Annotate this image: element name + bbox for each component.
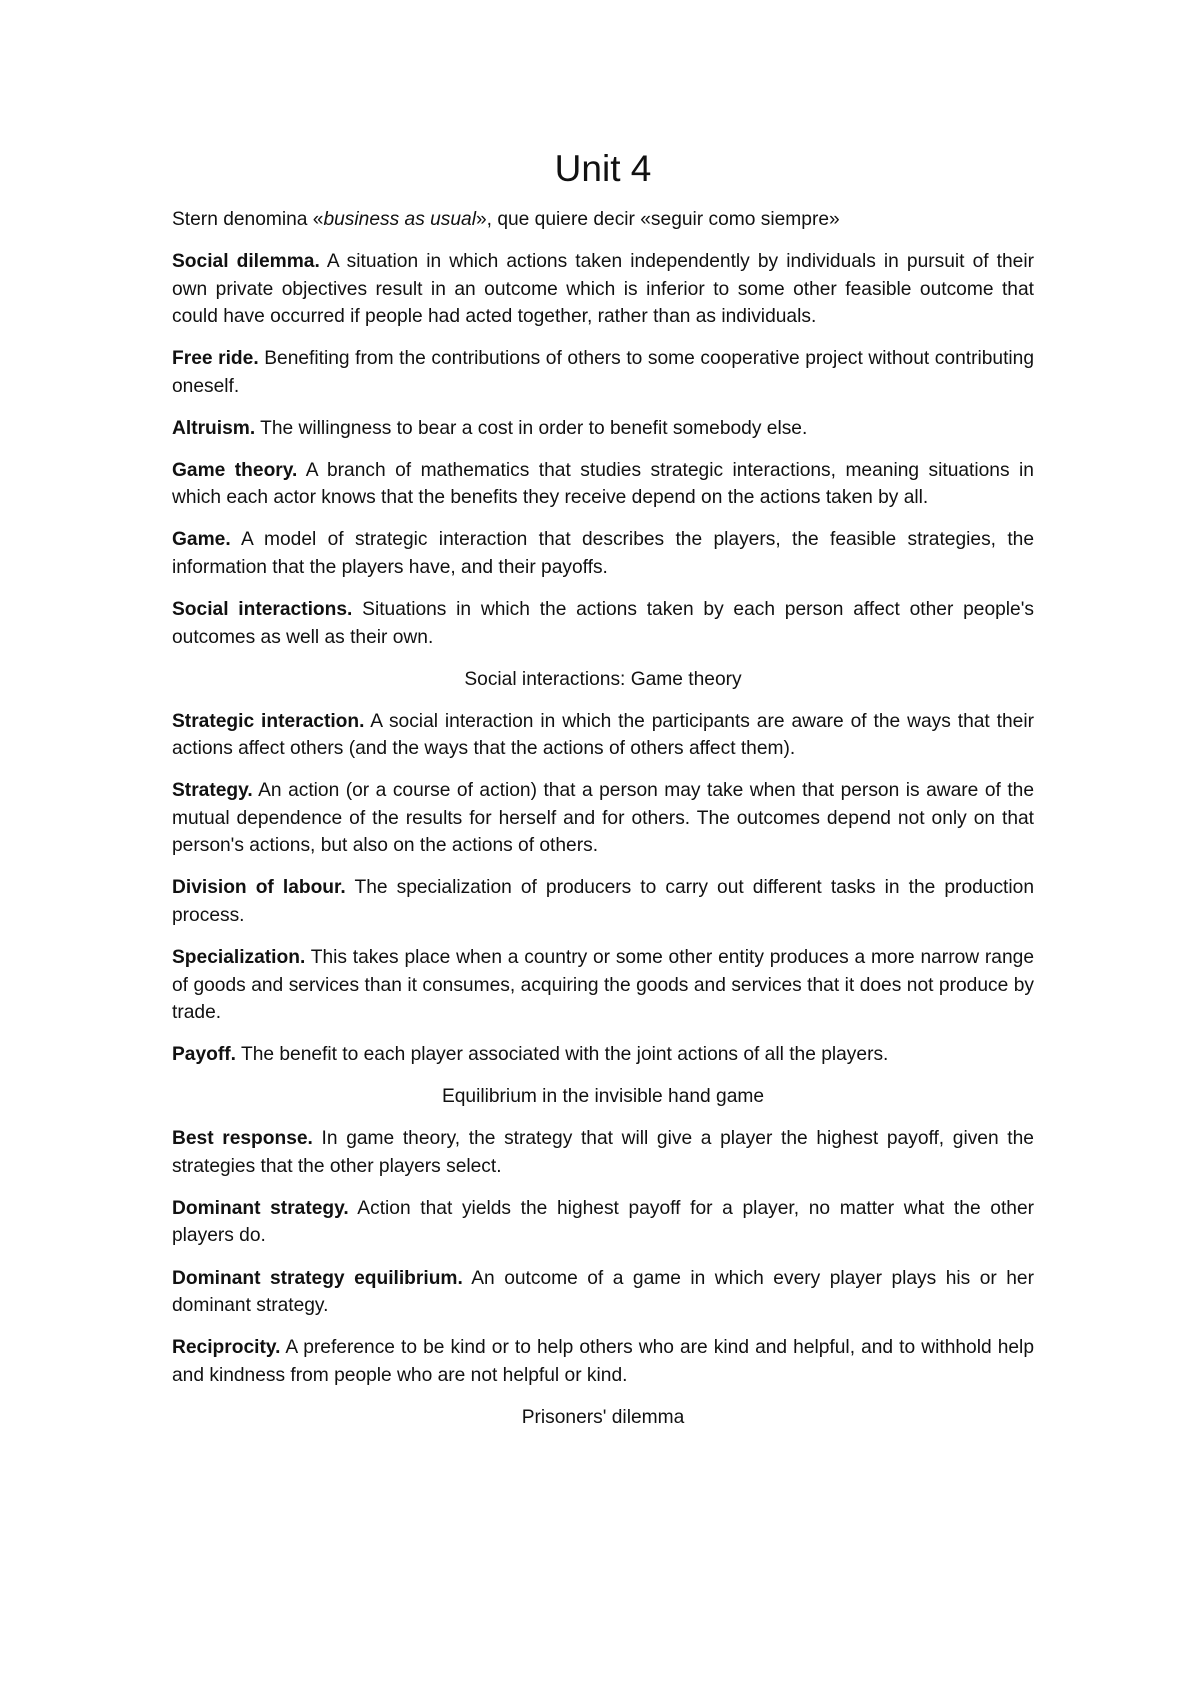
definition-term: Strategy.: [172, 780, 253, 802]
definition-term: Social dilemma.: [172, 251, 320, 273]
intro-italic: business as usual: [323, 209, 476, 230]
definition-term: Reciprocity.: [172, 1337, 281, 1359]
definition-text: Benefiting from the contributions of others to some cooperative project without contributing oneself.: [172, 348, 1034, 397]
section-heading-prisoners-dilemma: Prisoners' dilemma: [521, 1406, 685, 1428]
definition-term: Altruism.: [172, 417, 256, 439]
definition-text: An action (or a course of action) that a person may take when that person is aware of the mutual dependence of the results for herself and for others. The outcomes depend not only on that person's actions, but also on the actions of others.: [172, 780, 1034, 857]
intro-paragraph: [172, 206, 1034, 234]
definition-term: Dominant strategy.: [172, 1197, 349, 1219]
definition-term: Best response.: [172, 1128, 313, 1150]
definition-dominant-strategy-equilibrium: [172, 1265, 1034, 1320]
definition-text: A preference to be kind or to help others who are kind and helpful, and to withhold help and kindness from people who are not helpful or kind.: [172, 1337, 1034, 1386]
definition-text: In game theory, the strategy that will give a player the highest payoff, given the strategies that the other players select.: [172, 1128, 1034, 1177]
definition-text: The specialization of producers to carry out different tasks in the production process.: [172, 877, 1034, 926]
definition-text: A branch of mathematics that studies strategic interactions, meaning situations in which each actor knows that the benefits they receive depend on the actions taken by all.: [172, 459, 1034, 509]
definition-text: An outcome of a game in which every player plays his or her dominant strategy.: [172, 1267, 1034, 1316]
definition-term: Game.: [172, 529, 231, 551]
definition-text: Situations in which the actions taken by each person affect other people's outcomes as well as their own.: [172, 599, 1034, 648]
definition-payoff: [172, 1041, 1034, 1069]
definition-social-dilemma: [172, 248, 1034, 331]
definition-altruism: [172, 415, 1034, 443]
definition-text: A model of strategic interaction that describes the players, the feasible strategies, the information that the players have, and their payoffs.: [172, 529, 1034, 578]
definition-term: Game theory.: [172, 459, 298, 481]
section-heading-equilibrium: Equilibrium in the invisible hand game: [441, 1086, 765, 1108]
definition-dominant-strategy: [172, 1195, 1034, 1250]
definition-term: Division of labour.: [172, 877, 346, 899]
page-title: Unit 4: [554, 148, 652, 189]
definition-division-of-labour: [172, 874, 1034, 929]
intro-after: », que quiere decir «seguir como siempre»: [476, 209, 840, 230]
definition-best-response: [172, 1125, 1034, 1180]
definition-term: Payoff.: [172, 1044, 236, 1066]
definition-text: This takes place when a country or some other entity produces a more narrow range of goods and services than it consumes, acquiring the goods and services that it does not produce by trade.: [172, 947, 1034, 1024]
definition-text: A social interaction in which the participants are aware of the ways that their actions affect others (and the ways that the actions of others affect them).: [172, 710, 1034, 760]
definition-term: Dominant strategy equilibrium.: [172, 1267, 463, 1289]
intro-before: Stern denomina «: [172, 209, 324, 230]
definition-term: Social interactions.: [172, 599, 353, 621]
definition-term: Specialization.: [172, 947, 306, 969]
definition-text: Action that yields the highest payoff for a player, no matter what the other players do.: [172, 1197, 1035, 1247]
definition-reciprocity: [172, 1334, 1034, 1389]
definition-game: [172, 526, 1034, 581]
definition-text: The benefit to each player associated with the joint actions of all the players.: [235, 1044, 889, 1066]
definition-text: The willingness to bear a cost in order to benefit somebody else.: [255, 417, 808, 439]
definition-term: Strategic interaction.: [172, 710, 365, 732]
definition-free-ride: [172, 345, 1034, 400]
definition-social-interactions: [172, 596, 1034, 651]
definition-text: A situation in which actions taken independently by individuals in pursuit of their own private objectives result in an outcome which is inferior to some other feasible outcome that could have occurred if people had acted together, rather than as individuals.: [172, 251, 1035, 328]
definition-game-theory: [172, 457, 1034, 512]
definition-term: Free ride.: [172, 348, 259, 370]
section-heading-game-theory: Social interactions: Game theory: [464, 668, 742, 690]
definition-specialization: [172, 944, 1034, 1027]
definition-strategic-interaction: [172, 708, 1034, 763]
definition-strategy: [172, 777, 1034, 860]
